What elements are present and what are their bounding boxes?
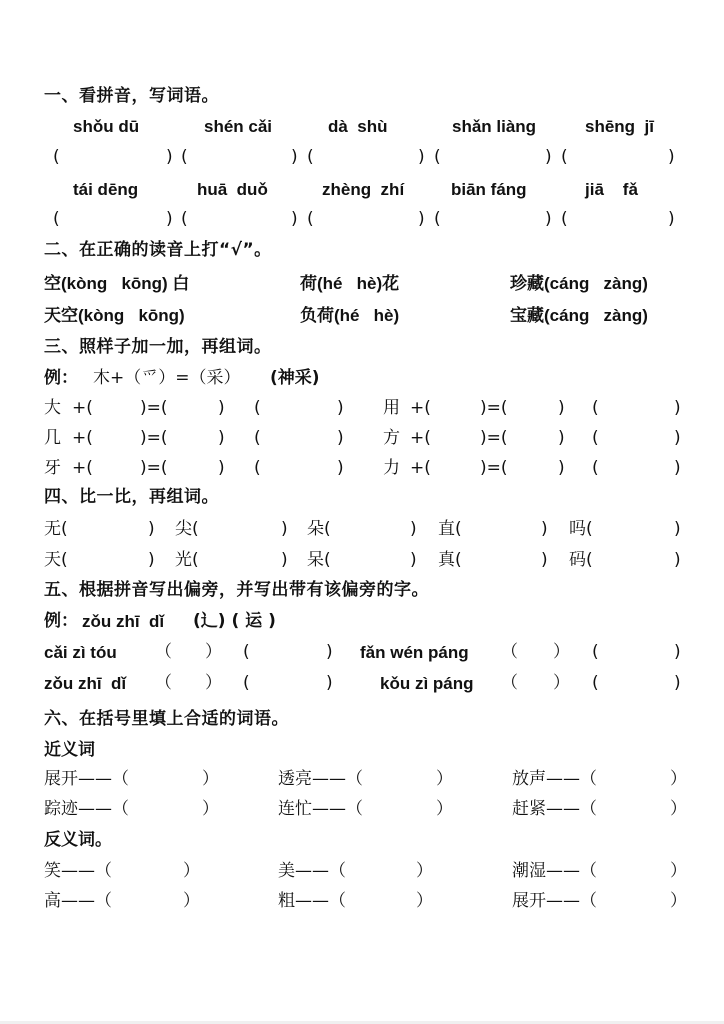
pinyin-item: zhèng zhí (322, 180, 405, 199)
close-paren: ） (202, 769, 219, 789)
result-box-close: ) (218, 458, 225, 478)
char-box[interactable]: ( (592, 642, 599, 662)
close-paren: ） (670, 799, 687, 819)
compare-close: ) (410, 519, 417, 539)
word-box-close: ) (337, 398, 344, 418)
char-box-close: ) (674, 642, 681, 662)
radical-box-close: ） (205, 642, 222, 662)
antonym-item[interactable]: 高——（ (44, 891, 112, 911)
char-box[interactable]: ( (592, 673, 599, 693)
compare-close: ) (410, 550, 417, 570)
antonym-item[interactable]: 美——（ (278, 861, 346, 881)
section-3-title: 三、照样子加一加，再组词。 (44, 337, 272, 357)
compare-close: ) (541, 550, 548, 570)
compare-close: ) (148, 519, 155, 539)
synonym-item[interactable]: 连忙——（ (278, 799, 363, 819)
compare-close: ) (674, 519, 681, 539)
example-pinyin: zǒu zhī dǐ (82, 612, 165, 631)
pinyin-item: jiā fǎ (585, 180, 638, 199)
antonyms-label: 反义词。 (44, 830, 112, 850)
radical-box-close: ） (205, 673, 222, 693)
word-box-close: ) (337, 428, 344, 448)
answer-box-open[interactable]: ( (307, 209, 314, 229)
example-answer: (辶) ( 运 ) (193, 611, 276, 631)
compare-close: ) (281, 519, 288, 539)
pinyin-item: huā duǒ (197, 180, 268, 199)
section-5-title: 五、根据拼音写出偏旁，并写出带有该偏旁的字。 (44, 580, 429, 600)
result-box-close: ) (558, 398, 565, 418)
section-4-title: 四、比一比，再组词。 (44, 487, 219, 507)
answer-box-close: ) (668, 209, 675, 229)
word-box-close: ) (674, 458, 681, 478)
answer-box-close: ) (291, 147, 298, 167)
result-box[interactable]: )=( (480, 398, 508, 418)
close-paren: ） (416, 861, 433, 881)
pronunciation-choice[interactable]: 天空(kòng kōng) (44, 306, 185, 325)
close-paren: ） (183, 891, 200, 911)
result-box[interactable]: )=( (140, 428, 168, 448)
compare-item[interactable]: 吗( (569, 519, 593, 539)
close-paren: ） (183, 861, 200, 881)
close-paren: ） (670, 769, 687, 789)
compare-close: ) (148, 550, 155, 570)
answer-box-close: ) (668, 147, 675, 167)
result-box-close: ) (558, 458, 565, 478)
result-box-close: ) (218, 398, 225, 418)
word-box[interactable]: ( (254, 428, 261, 448)
radical-box[interactable]: （ (155, 642, 172, 662)
synonyms-label: 近义词 (44, 740, 95, 760)
result-box-close: ) (218, 428, 225, 448)
compare-close: ) (281, 550, 288, 570)
close-paren: ） (670, 891, 687, 911)
compare-item[interactable]: 朵( (307, 519, 331, 539)
word-box[interactable]: ( (592, 398, 599, 418)
char-box-close: ) (326, 642, 333, 662)
pronunciation-choice[interactable]: 荷(hé hè)花 (300, 274, 400, 293)
section-2-title: 二、在正确的读音上打“√”。 (44, 240, 272, 260)
pronunciation-choice[interactable]: 宝藏(cáng zàng) (510, 306, 648, 325)
radical-box[interactable]: +( (72, 458, 93, 478)
antonym-item[interactable]: 粗——（ (278, 891, 346, 911)
answer-box-open[interactable]: ( (53, 209, 60, 229)
pinyin-item: shǎn liàng (452, 117, 537, 136)
pinyin-item: tái dēng (73, 180, 139, 199)
pinyin-item: shēng jī (585, 117, 654, 136)
compare-item[interactable]: 直( (438, 519, 462, 539)
word-box-close: ) (674, 398, 681, 418)
char-box[interactable]: ( (243, 642, 250, 662)
compare-item[interactable]: 尖( (175, 519, 199, 539)
base-char: 力 (383, 458, 400, 478)
base-char: 用 (383, 398, 400, 418)
answer-box-open[interactable]: ( (561, 147, 568, 167)
radical-pinyin: fǎn wén páng (360, 643, 469, 662)
radical-box[interactable]: （ (155, 673, 172, 693)
answer-box-open[interactable]: ( (561, 209, 568, 229)
example-label: 例： (44, 368, 78, 388)
radical-box-close: ） (553, 642, 570, 662)
result-box[interactable]: )=( (140, 458, 168, 478)
pinyin-item: shǒu dū (73, 117, 140, 136)
result-box[interactable]: )=( (140, 398, 168, 418)
pinyin-item: dà shù (328, 117, 388, 136)
close-paren: ） (436, 769, 453, 789)
answer-box-close: ) (418, 147, 425, 167)
radical-box[interactable]: +( (410, 398, 431, 418)
answer-box-close: ) (418, 209, 425, 229)
word-box[interactable]: ( (254, 398, 261, 418)
answer-box-close: ) (291, 209, 298, 229)
compare-item[interactable]: 码( (569, 550, 593, 570)
radical-box[interactable]: （ (501, 673, 518, 693)
close-paren: ） (670, 861, 687, 881)
synonym-item[interactable]: 展开——（ (44, 769, 129, 789)
antonym-item[interactable]: 笑——（ (44, 861, 112, 881)
compare-item[interactable]: 呆( (307, 550, 331, 570)
radical-box[interactable]: +( (72, 398, 93, 418)
result-box[interactable]: )=( (480, 428, 508, 448)
pinyin-item: shén cǎi (204, 117, 273, 136)
radical-box-close: ） (553, 673, 570, 693)
answer-box-open[interactable]: ( (434, 147, 441, 167)
compare-close: ) (674, 550, 681, 570)
pinyin-item: biān fáng (451, 180, 527, 199)
radical-box[interactable]: +( (72, 428, 93, 448)
word-box[interactable]: ( (592, 428, 599, 448)
compare-item[interactable]: 无( (44, 519, 68, 539)
pronunciation-choice[interactable]: 负荷(hé hè) (300, 306, 400, 325)
pronunciation-choice[interactable]: 珍藏(cáng zàng) (510, 274, 648, 293)
close-paren: ） (416, 891, 433, 911)
synonym-item[interactable]: 踪迹——（ (44, 799, 129, 819)
close-paren: ） (202, 799, 219, 819)
answer-box-close: ) (545, 147, 552, 167)
compare-close: ) (541, 519, 548, 539)
answer-box-open[interactable]: ( (307, 147, 314, 167)
base-char: 大 (44, 398, 61, 418)
answer-box-open[interactable]: ( (181, 147, 188, 167)
example-word: (神采) (270, 368, 320, 388)
char-box-close: ) (674, 673, 681, 693)
base-char: 牙 (44, 458, 61, 478)
close-paren: ） (436, 799, 453, 819)
antonym-item[interactable]: 潮湿——（ (512, 861, 597, 881)
antonym-item[interactable]: 展开——（ (512, 891, 597, 911)
section-1-title: 一、看拼音，写词语。 (44, 86, 219, 106)
example-label: 例： (44, 611, 78, 631)
section-6-title: 六、在括号里填上合适的词语。 (44, 709, 289, 729)
answer-box-close: ) (545, 209, 552, 229)
word-box[interactable]: ( (254, 458, 261, 478)
synonym-item[interactable]: 赶紧——（ (512, 799, 597, 819)
radical-box[interactable]: +( (410, 428, 431, 448)
base-char: 方 (383, 428, 400, 448)
compare-item[interactable]: 天( (44, 550, 68, 570)
radical-pinyin: cǎi zì tóu (44, 643, 117, 662)
radical-pinyin: kǒu zì páng (380, 674, 474, 693)
char-box[interactable]: ( (243, 673, 250, 693)
word-box-close: ) (337, 458, 344, 478)
example-equation: 木+（爫）=（采） (93, 368, 241, 388)
word-box[interactable]: ( (592, 458, 599, 478)
result-box[interactable]: )=( (480, 458, 508, 478)
radical-box[interactable]: （ (501, 642, 518, 662)
base-char: 几 (44, 428, 61, 448)
char-box-close: ) (326, 673, 333, 693)
result-box-close: ) (558, 428, 565, 448)
compare-item[interactable]: 光( (175, 550, 199, 570)
answer-box-open[interactable]: ( (434, 209, 441, 229)
compare-item[interactable]: 真( (438, 550, 462, 570)
word-box-close: ) (674, 428, 681, 448)
answer-box-open[interactable]: ( (53, 147, 60, 167)
answer-box-open[interactable]: ( (181, 209, 188, 229)
pronunciation-choice[interactable]: 空(kòng kōng) 白 (44, 274, 190, 293)
answer-box-close: ) (166, 209, 173, 229)
radical-pinyin: zǒu zhī dǐ (44, 674, 127, 693)
synonym-item[interactable]: 透亮——（ (278, 769, 363, 789)
answer-box-close: ) (166, 147, 173, 167)
radical-box[interactable]: +( (410, 458, 431, 478)
synonym-item[interactable]: 放声——（ (512, 769, 597, 789)
